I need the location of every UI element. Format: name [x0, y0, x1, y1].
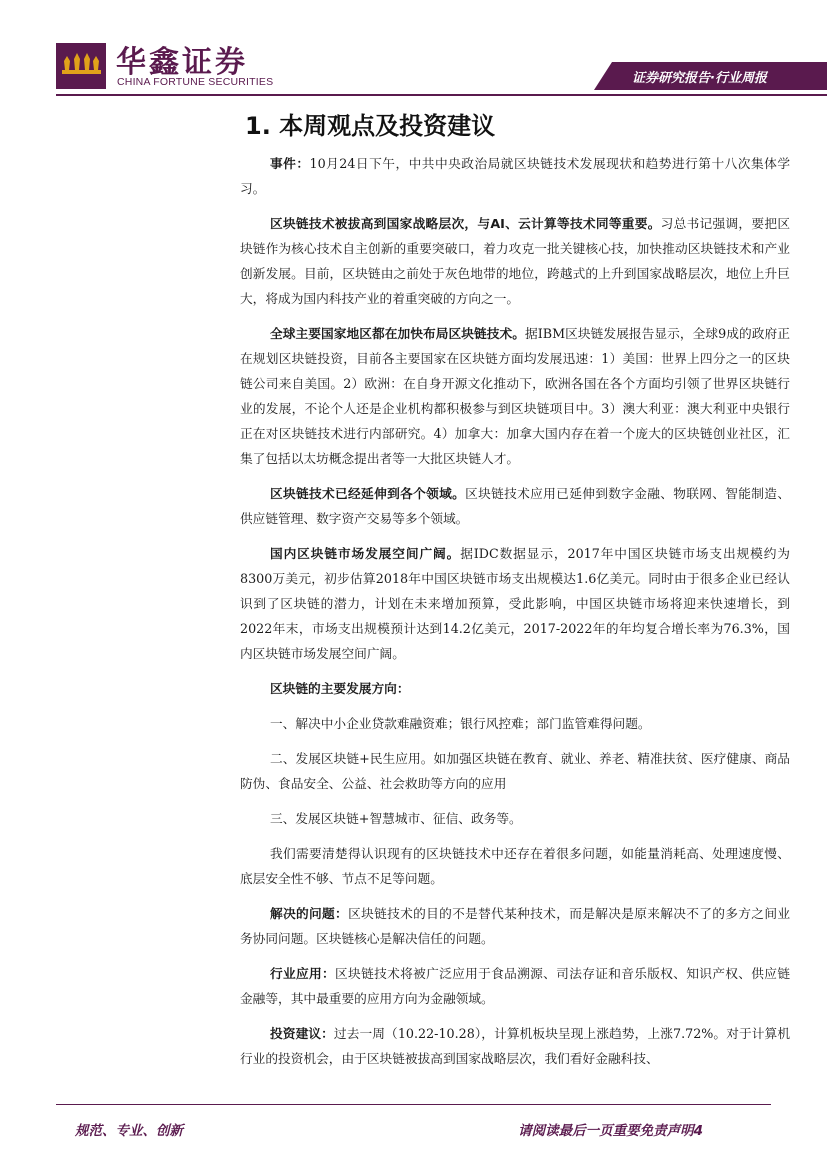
paragraph: [240, 901, 790, 951]
paragraph-lead: 解决的问题：: [270, 906, 349, 921]
footer-divider: [56, 1104, 771, 1105]
footer-disclaimer: 请阅读最后一页重要免责声明4: [518, 1123, 703, 1139]
report-type: 证券研究报告·行业周报: [632, 71, 767, 86]
page-header: [0, 0, 827, 100]
paragraph-text: 二、发展区块链+民生应用。如加强区块链在教育、就业、养老、精准扶贫、医疗健康、商品防伪、食品安全、公益、社会救助等方向的应用: [240, 751, 790, 791]
brand-logo-icon: [56, 43, 106, 89]
paragraph-lead: 区块链技术被拔高到国家战略层次，与AI、云计算等技术同等重要。: [270, 216, 661, 231]
paragraph: [240, 211, 790, 311]
brand-name-en: CHINA FORTUNE SECURITIES: [117, 76, 274, 88]
paragraph: [240, 961, 790, 1011]
paragraph: [240, 746, 790, 796]
paragraph-lead: 国内区块链市场发展空间广阔。: [270, 546, 461, 561]
paragraph-text: 过去一周（10.22-10.28），计算机板块呈现上涨趋势，上涨7.72%。对于计算机行业的投资机会，由于区块链被拔高到国家战略层次，我们看好金融科技、: [240, 1026, 791, 1066]
paragraph-text: 据IBM区块链发展报告显示，全球9成的政府正在规划区块链投资，目前各主要国家在区块链方面均发展迅速：1）美国：世界上四分之一的区块链公司来自美国。2）欧洲：在自身开源文化推动下，欧洲各国在各个方面均引领了世界区块链行业的发展，不论个人还是企业机构都积极参与到区块链项目中。3）澳大利亚：澳大利亚中央银行正在对区块链技术进行内部研究。4）加拿大：加拿大国内存在着一个庞大的区块链创业社区，汇集了包括以太坊概念提出者等一大批区块链人才。: [240, 326, 790, 466]
footer-slogan: 规范、专业、创新: [75, 1123, 183, 1139]
section-title: 1. 本周观点及投资建议: [245, 112, 496, 140]
paragraph: [240, 711, 790, 736]
paragraph: [240, 541, 790, 666]
header-divider: [56, 94, 827, 96]
paragraph-lead: 行业应用：: [270, 966, 336, 981]
report-body: [240, 151, 790, 1081]
paragraph-text: 一、解决中小企业贷款难融资难；银行风控难；部门监管难得问题。: [270, 716, 651, 731]
paragraph-lead: 投资建议：: [270, 1026, 334, 1041]
paragraph: [240, 676, 790, 701]
paragraph-text: 区块链技术将被广泛应用于食品溯源、司法存证和音乐版权、知识产权、供应链金融等，其中最重要的应用方向为金融领域。: [240, 966, 791, 1006]
paragraph-text: 我们需要清楚得认识现有的区块链技术中还存在着很多问题，如能量消耗高、处理速度慢、底层安全性不够、节点不足等问题。: [240, 846, 790, 886]
paragraph: [240, 321, 790, 471]
brand-name-cn: 华鑫证券: [116, 45, 248, 80]
paragraph: [240, 1021, 790, 1071]
paragraph-lead: 全球主要国家地区都在加快布局区块链技术。: [270, 326, 526, 341]
paragraph: [240, 151, 790, 201]
paragraph: [240, 481, 790, 531]
paragraph: [240, 806, 790, 831]
paragraph-text: 区块链技术应用已延伸到数字金融、物联网、智能制造、供应链管理、数字资产交易等多个领域。: [240, 486, 791, 526]
paragraph-text: 据IDC数据显示，2017年中国区块链市场支出规模约为8300万美元，初步估算2018年中国区块链市场支出规模达1.6亿美元。同时由于很多企业已经认识到了区块链的潜力，计划在未来增加预算，受此影响，中国区块链市场将迎来快速增长，到2022年末，市场支出规模预计达到14.2亿美元，2017-2022年的年均复合增长率为76.3%，国内区块链市场发展空间广阔。: [240, 546, 790, 661]
paragraph-text: 区块链技术的目的不是替代某种技术，而是解决是原来解决不了的多方之间业务协同问题。区块链核心是解决信任的问题。: [240, 906, 791, 946]
paragraph-text: 三、发展区块链+智慧城市、征信、政务等。: [270, 811, 522, 826]
paragraph-lead: 事件：: [270, 156, 310, 171]
paragraph-lead: 区块链技术已经延伸到各个领域。: [270, 486, 466, 501]
paragraph: [240, 841, 790, 891]
paragraph-text: 10月24日下午，中共中央政治局就区块链技术发展现状和趋势进行第十八次集体学习。: [240, 156, 791, 196]
paragraph-lead: 区块链的主要发展方向：: [270, 681, 410, 696]
paragraph-text: 习总书记强调，要把区块链作为核心技术自主创新的重要突破口，着力攻克一批关键核心技，加快推动区块链技术和产业创新发展。目前，区块链由之前处于灰色地带的地位，跨越式的上升到国家战略层次，地位上升巨大，将成为国内科技产业的着重突破的方向之一。: [240, 216, 791, 306]
